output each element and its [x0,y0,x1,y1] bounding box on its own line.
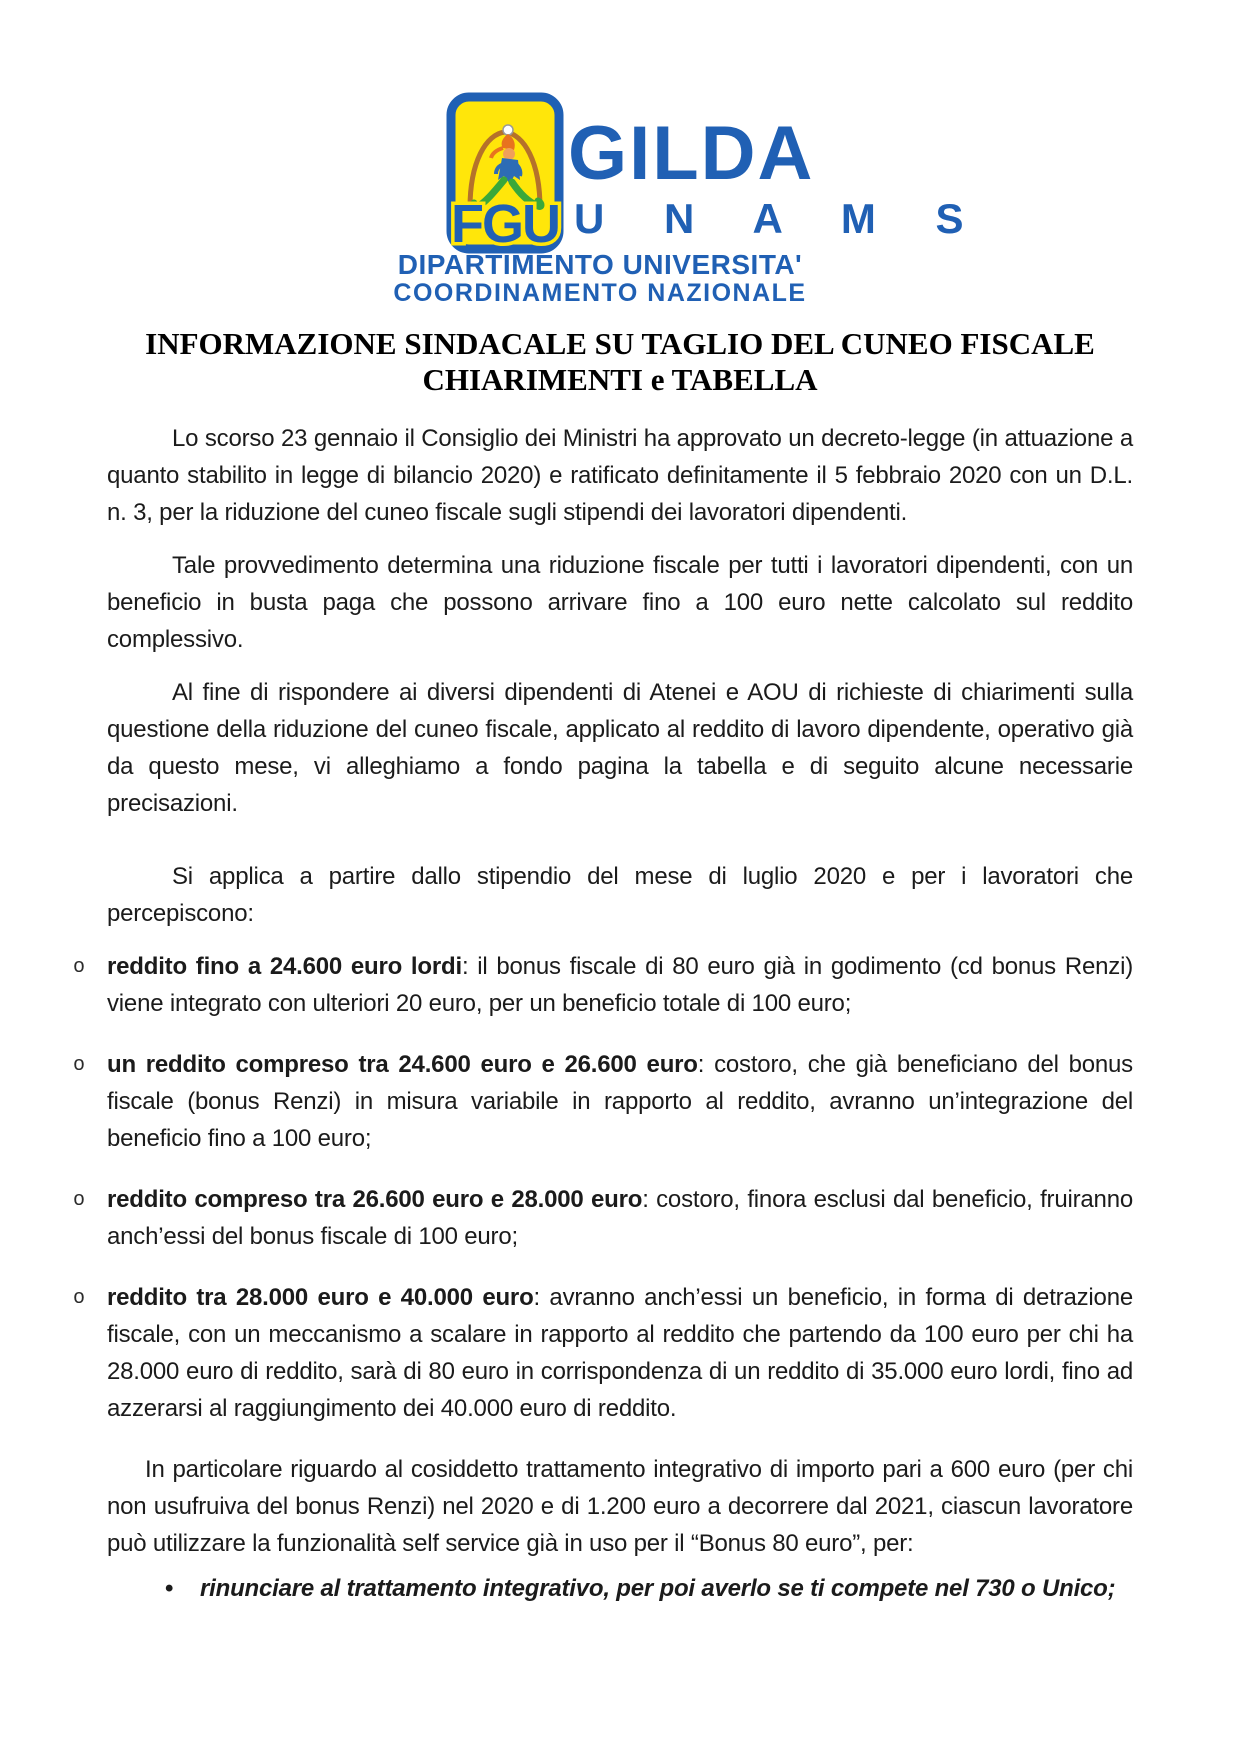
list-item-rinuncia [107,1570,1133,1607]
department-lines [380,250,820,308]
list-item-lead: un reddito compreso tra 24.600 euro e 26.600 euro [107,1051,698,1078]
paragraph-provvedimento: Tale provvedimento determina una riduzione fiscale per tutti i lavoratori dipendenti, con un beneficio in busta paga che possono arrivare fino a 100 euro nette calcolato sul reddito complessivo. [107,552,1133,653]
paragraph-si-applica: Si applica a partire dallo stipendio del mese di luglio 2020 e per i lavoratori che percepiscono: [107,863,1133,927]
circle-bullet-icon: o [73,1189,85,1212]
document-body [73,420,1133,1607]
list-item [73,1279,1133,1427]
list-item [73,1181,1133,1255]
title-line-1: INFORMAZIONE SINDACALE SU TAGLIO DEL CUNEO FISCALE [145,326,1095,361]
circle-bullet-icon: o [73,956,85,979]
list-item-text: : il bonus fiscale di 80 euro già in godimento (cd bonus Renzi) viene integrato con ulteriori 20 euro, per un beneficio totale di 100 euro; [107,953,1133,1017]
unams-wordmark: U N A M S [574,195,988,242]
list-item-lead: reddito compreso tra 26.600 euro e 28.000 euro [107,1186,643,1213]
list-item-text: : costoro, finora esclusi dal beneficio, fruiranno anch’essi del bonus fiscale di 100 euro; [107,1186,1133,1250]
list-item-lead: reddito fino a 24.600 euro lordi [107,953,462,980]
list-item-text: rinunciare al trattamento integrativo, per poi averlo se ti compete nel 730 o Unico; [200,1575,1116,1602]
fgu-jester-icon [446,92,564,256]
paragraph-decreto: Lo scorso 23 gennaio il Consiglio dei Ministri ha approvato un decreto-legge (in attuazione a quanto stabilito in legge di bilancio 2020) e ratificato definitamente il 5 febbraio 2020 con un D.L. n. 3, per la riduzione del cuneo fiscale sugli stipendi dei lavoratori dipendenti. [107,425,1133,526]
paragraph-trattamento-integrativo: In particolare riguardo al cosiddetto trattamento integrativo di importo pari a 600 euro (per chi non usufruiva del bonus Renzi) nel 2020 e di 1.200 euro a decorrere dal 2021, ciascun lavoratore può utilizzare la funzionalità self service già in uso per il “Bonus 80 euro”, per: [107,1456,1133,1557]
list-item-text: : costoro, che già beneficiano del bonus fiscale (bonus Renzi) in misura variabile in rapporto al reddito, avranno un’integrazione del beneficio fino a 100 euro; [107,1051,1133,1152]
department-line-2: COORDINAMENTO NAZIONALE [393,279,807,308]
list-item-lead: reddito tra 28.000 euro e 40.000 euro [107,1284,534,1311]
list-item-text: : avranno anch’essi un beneficio, in forma di detrazione fiscale, con un meccanismo a scalare in rapporto al reddito che partendo da 100 euro per chi ha 28.000 euro di reddito, sarà di 80 euro in corrispondenza di un reddito di 35.000 euro lordi, fino ad azzerarsi al raggiungimento dei 40.000 euro di reddito. [107,1284,1133,1422]
department-line-1: DIPARTIMENTO UNIVERSITA' [397,249,803,280]
circle-bullet-icon: o [73,1287,85,1310]
gilda-wordmark: GILDA [568,111,815,196]
list-item [73,1046,1133,1157]
org-logo [0,0,1240,320]
title-line-2: CHIARIMENTI e TABELLA [422,362,818,397]
circle-bullet-icon: o [73,1054,85,1077]
dot-bullet-icon: • [165,1575,174,1602]
document-title [107,326,1133,398]
fgu-badge [446,92,564,261]
paragraph-chiarimenti: Al fine di rispondere ai diversi dipendenti di Atenei e AOU di richieste di chiarimenti sulla questione della riduzione del cuneo fiscale, applicato al reddito di lavoro dipendente, operativo già da questo mese, vi alleghiamo a fondo pagina la tabella e di seguito alcune necessarie precisazioni. [107,679,1133,817]
list-item [73,948,1133,1022]
fgu-wordmark: FGU [451,194,559,254]
